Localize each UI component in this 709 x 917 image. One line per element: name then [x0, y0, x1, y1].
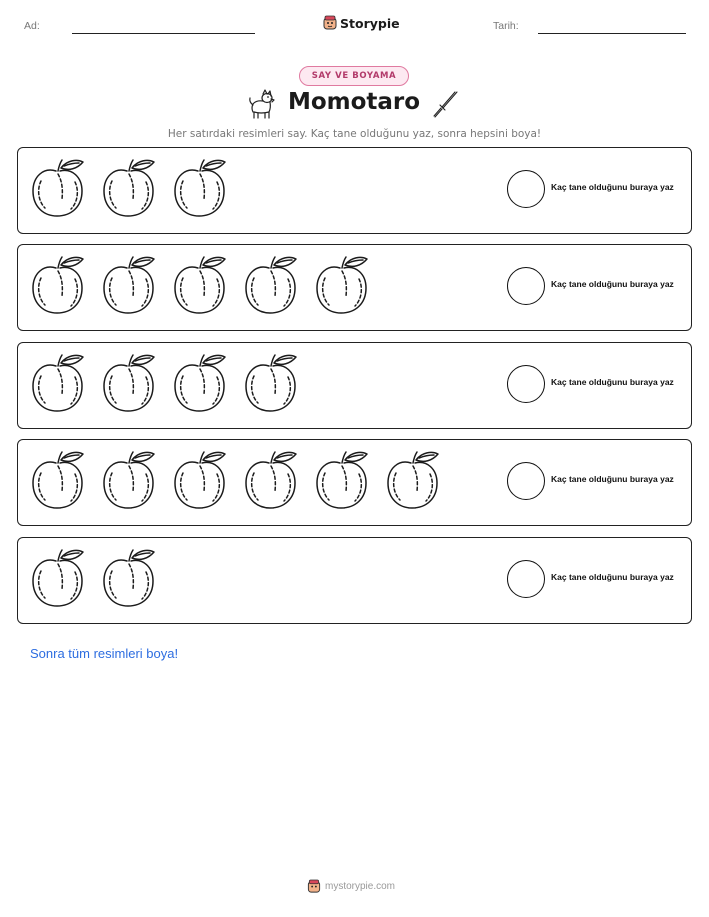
storypie-mascot-icon — [323, 15, 337, 31]
peach-icon — [171, 449, 229, 515]
brand-name: Storypie — [340, 15, 400, 31]
date-line — [538, 33, 686, 34]
peach-icon — [313, 449, 371, 515]
counting-row-5 — [17, 537, 692, 624]
peach-icon — [100, 352, 158, 418]
page-title: Momotaro — [287, 89, 421, 115]
activity-badge: SAY VE BOYAMA — [299, 66, 409, 86]
footer-brand — [307, 879, 395, 894]
answer-label: Kaç tane olduğunu buraya yaz — [551, 474, 674, 484]
peach-icon — [242, 449, 300, 515]
peach-icon — [100, 157, 158, 223]
name-label: Ad: — [24, 20, 40, 32]
counting-row-1 — [17, 147, 692, 234]
peach-icon — [171, 254, 229, 320]
instructions: Her satırdaki resimleri say. Kaç tane olduğunu yaz, sonra hepsini boya! — [167, 128, 542, 140]
counting-row-3 — [17, 342, 692, 429]
answer-label: Kaç tane olduğunu buraya yaz — [551, 182, 674, 192]
name-line — [72, 33, 255, 34]
answer-label: Kaç tane olduğunu buraya yaz — [551, 572, 674, 582]
sword-icon — [432, 90, 460, 120]
peach-icon — [29, 254, 87, 320]
storypie-mascot-icon — [307, 879, 321, 894]
peach-icon — [171, 157, 229, 223]
peach-icon — [100, 547, 158, 613]
peach-icon — [384, 449, 442, 515]
peach-icon — [29, 157, 87, 223]
answer-circle[interactable] — [507, 560, 545, 598]
peach-icon — [100, 254, 158, 320]
footer-url: mystorypie.com — [325, 881, 396, 892]
coloring-note: Sonra tüm resimleri boya! — [30, 646, 179, 661]
peach-icon — [29, 547, 87, 613]
peach-icon — [29, 352, 87, 418]
peach-icon — [100, 449, 158, 515]
answer-circle[interactable] — [507, 462, 545, 500]
peach-icon — [313, 254, 371, 320]
date-label: Tarih: — [493, 20, 519, 32]
peach-icon — [242, 254, 300, 320]
peach-icon — [242, 352, 300, 418]
counting-row-4 — [17, 439, 692, 526]
answer-circle[interactable] — [507, 365, 545, 403]
peach-icon — [171, 352, 229, 418]
answer-circle[interactable] — [507, 170, 545, 208]
brand-logo — [323, 13, 400, 33]
counting-row-2 — [17, 244, 692, 331]
answer-circle[interactable] — [507, 267, 545, 305]
answer-label: Kaç tane olduğunu buraya yaz — [551, 377, 674, 387]
dog-icon — [246, 88, 276, 120]
peach-icon — [29, 449, 87, 515]
answer-label: Kaç tane olduğunu buraya yaz — [551, 279, 674, 289]
